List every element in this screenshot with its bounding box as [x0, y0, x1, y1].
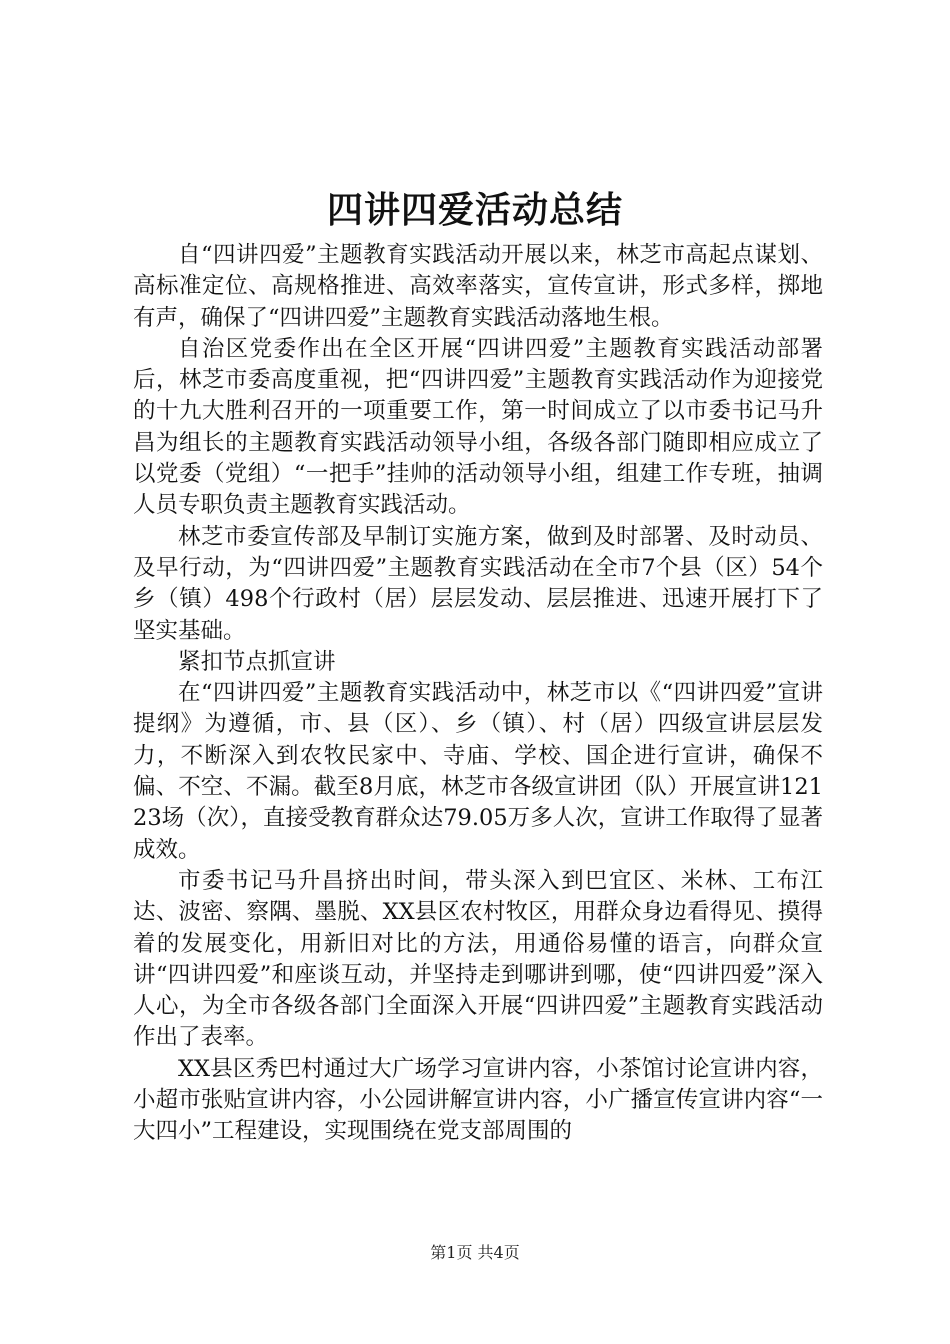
paragraph-deployment: 自治区党委作出在全区开展“四讲四爱”主题教育实践活动部署后，林芝市委高度重视，把“四讲四爱”主题教育实践活动作为迎接党的十九大胜利召开的一项重要工作，第一时间成立了以市委书记马升昌为组长的主题教育实践活动领导小组，各级各部门随即相应成立了以党委（党组）“一把手”挂帅的活动领导小组，组建工作专班，抽调人员专职负责主题教育实践活动。 — [133, 335, 823, 519]
paragraph-secretary-lectures: 市委书记马升昌挤出时间，带头深入到巴宜区、米林、工布江达、波密、察隅、墨脱、XX县区农村牧区，用群众身边看得见、摸得着的发展变化，用新旧对比的方法，用通俗易懂的语言，向群众宣讲“四讲四爱”和座谈互动，并坚持走到哪讲到哪，使“四讲四爱”深入人心，为全市各级各部门全面深入开展“四讲四爱”主题教育实践活动作出了表率。 — [133, 867, 823, 1051]
document-title: 四讲四爱活动总结 — [326, 189, 623, 231]
page-number-footer: 第1页 共4页 — [430, 1243, 520, 1262]
paragraph-intro: 自“四讲四爱”主题教育实践活动开展以来，林芝市高起点谋划、高标准定位、高规格推进、高效率落实，宣传宣讲，形式多样，掷地有声，确保了“四讲四爱”主题教育实践活动落地生根。 — [133, 242, 823, 331]
paragraph-village-project: XX县区秀巴村通过大广场学习宣讲内容，小茶馆讨论宣讲内容，小超市张贴宣讲内容，小公园讲解宣讲内容，小广播宣传宣讲内容“一大四小”工程建设，实现围绕在党支部周围的 — [133, 1055, 823, 1145]
document-body — [133, 240, 823, 1148]
paragraph-propaganda-plan: 林芝市委宣传部及早制订实施方案，做到及时部署、及时动员、及早行动，为“四讲四爱”主题教育实践活动在全市7个县（区）54个乡（镇）498个行政村（居）层层发动、层层推进、迅速开展打下了坚实基础。 — [133, 523, 823, 644]
section-heading: 紧扣节点抓宣讲 — [178, 648, 336, 675]
paragraph-lecture-results: 在“四讲四爱”主题教育实践活动中，林芝市以《“四讲四爱”宣讲提纲》为遵循，市、县（区）、乡（镇）、村（居）四级宣讲层层发力，不断深入到农牧民家中、寺庙、学校、国企进行宣讲，确保不偏、不空、不漏。截至8月底，林芝市各级宣讲团（队）开展宣讲12123场（次），直接受教育群众达79.05万多人次，宣讲工作取得了显著成效。 — [133, 680, 823, 863]
